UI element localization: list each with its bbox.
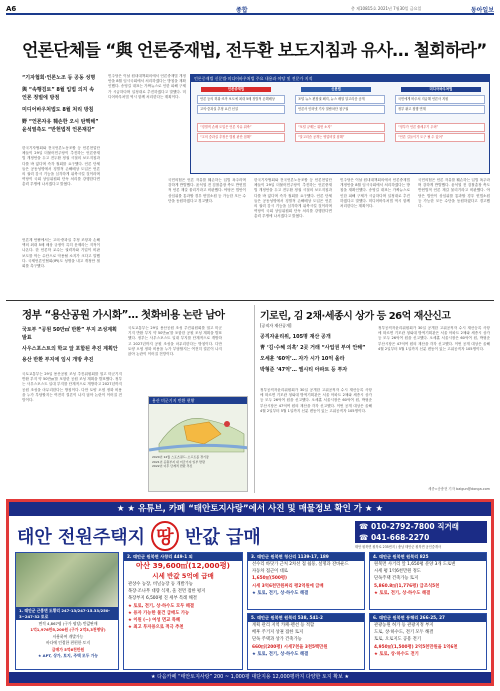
article3-body-col1: 정부공직자윤리위원회가 30일 공개한 고위공직자 수시 재산등록 사항에 따르면 기모란 청와대 방역기획관은 서울 아파트 2채와 세종시 상가 등 모두 26억여 원을 신고했다. 오세훈 서울시장은 60억여 원, 박형준 부산시장은 47억여 원의 재산을 각각 신고했다. 이번 공개 대상은 올해 4월 2일부터 5월 1일까지 신분 변동이 있는 고위공직자 105명이다.: [260, 388, 372, 413]
newspaper-logo: 동아일보: [470, 7, 494, 14]
listing-line: ★ 이원 (~) 여성 면교 특혜: [128, 618, 181, 624]
listing-card-1[interactable]: [15, 552, 119, 670]
listing-price-2: 시세 반값 5억에 급매: [152, 572, 214, 580]
section-name: 종합: [236, 7, 248, 14]
article3-headline: 기로린, 김 2채·세종시 상가 등 26억 재산신고: [260, 311, 451, 322]
phone-1[interactable]: ☎ 010-2792-7800 직거래: [359, 522, 459, 531]
listing-card-6[interactable]: [369, 613, 487, 670]
infobox-label: 언론중재법: [201, 87, 271, 92]
listing-line: 단독 주택과 상가 건축가능: [252, 637, 302, 643]
listing-line: ★ 토로, 전기, 상·하수도 해결: [252, 651, 309, 657]
subhead: 박형준 ‘47억’… 엘시티 아파트 등 투자: [260, 367, 348, 373]
listing-line: 4,950㎡(1,500평) 2억5천만원을 1억6천: [374, 644, 458, 650]
article1-body-col2: 민주당은 이날 원내대책회의에서 언론중재법 개정안을 8월 임시국회에서 처리하겠다는 방침을 재확인했다. 송영길 대표는 가짜뉴스로 인한 피해 구제가 시급하다며 일정대로 추진하겠다고 말했다. 미디어바우처법 역시 함께 처리한다는 계획이다.: [108, 74, 186, 99]
timeline-item: 2022년 이후 단계적 반환 추진: [152, 464, 193, 468]
listing-label: 3. 태안군 원북면 청산리 1139-17, 189: [248, 553, 364, 561]
section-divider: [6, 300, 494, 301]
listing-line: 도로, 상·하수도, 전기 모두 해결: [374, 630, 434, 636]
listing-footer: ★ APT, 상가, 토지, 주택 모두 가능: [37, 653, 99, 659]
ad-banner: [9, 502, 491, 516]
listing-card-3[interactable]: [247, 552, 365, 610]
timeline-item: 2021년 공원부지 내 미군기지 일부 반환: [152, 459, 205, 464]
listing-label: 6. 태안군 원북면 동해리 266-25, 27: [370, 614, 486, 622]
article1-body-col1b: 언론계 안팎에서는 고의·중과실 추정 조항과 손해액의 최대 5배 배상 규정이 특히 문제라는 지적이 나온다. 한 언론학 교수는 권력자와 기업이 비판 보도를 막는 수단으로 악용될 소지가 크다고 말했다. 국제언론인협회(IPI)도 성명을 내고 개정안 철회를 촉구했다.: [22, 238, 100, 269]
infobox-item: 국민에게 바우처 지급해 언론사 지원: [395, 95, 485, 104]
article2-body-col1: 국토교통부는 29일 용산공원 조성 추진위원회를 열고 미군기지 반환 부지 약 50만㎡를 포함한 공원 조성 계획을 발표했다. 정부는 사우스포스트 일대 부지를 단계적으로 개방하고 2027년까지 공원 조성을 마무리한다는 방침이다. 다만 토양 오염 정화 비용을 누가 부담할지는 여전히 결론이 나지 않아 논란이 이어질 전망이다.: [22, 372, 122, 403]
ad-phone-box: [355, 521, 487, 543]
map-title: 용산 미군기지 반환 현황: [149, 397, 247, 404]
ad-title-suffix: 반값 급매: [184, 527, 261, 548]
base-marker: [224, 421, 230, 427]
listing-card-4[interactable]: [369, 552, 487, 610]
listing-line: 1,650㎡(500평): [252, 576, 287, 582]
infobox-item: 포털 뉴스 편집권 폐지, 뉴스 배열 알고리즘 공개: [295, 95, 385, 104]
listing-line: ★ 토로, 전기, 상·하수도 해결: [374, 590, 431, 596]
ad-footer: ★ 다음카페 “태안토지사랑” 200 ~ 1,000평 대단지용 12,000평까지 다양한 토지 확보 ★: [9, 672, 491, 683]
listing-line: ★ 용자 가능한 물건 급매도 가능: [128, 610, 190, 616]
listing-line: 시세 평 1억6천만원 정도: [374, 569, 421, 575]
column-divider: [254, 305, 255, 493]
infobox-note: “징벌적 손배 도입은 언론 자유 위축”: [197, 123, 285, 132]
article1-body-col6: 국민의힘은 언론 자유를 훼손하는 입법 폭주라며 강하게 반발했다. 윤석열 전 검찰총장 측도 반헌법적 언론 재갈 물리기라고 비판했다. 야당은 법안이 상임위를 통과할 경우 헌법소원 등 가능한 모든 수단을 동원하겠다고 경고했다.: [418, 178, 490, 209]
listing-line: 면적 4,867평 (구가 평당) 반값판매: [38, 621, 98, 626]
subhead: 공직자윤리위, 105명 재산 공개: [260, 334, 331, 340]
ad-title: [17, 521, 261, 551]
listing-line: ★ 토로, 전기, 상·하수도 모두 해결: [128, 603, 195, 609]
listing-line: ★ 토로, 전기, 상·하수도 해결: [252, 590, 309, 596]
real-estate-ad: [6, 499, 494, 686]
listing-card-5[interactable]: [247, 613, 365, 670]
infobox-label: 신문법: [301, 87, 371, 92]
article1-body-col1: 한국기자협회와 전국언론노동조합 등 언론현업단체들이 29일 더불어민주당이 추진하는 언론중재법 개정안을 두고 전두환 정권 시절의 보도지침과 다를 바 없다며 즉각 철회를 요구했다. 언론 단체들은 공동성명에서 징벌적 손해배상 도입은 언론의 권력 감시 기능을 심각하게 위축시킬 것이라며 여당이 국회 상임위원회 단독 처리를 강행한다면 총력 투쟁에 나서겠다고 밝혔다.: [22, 146, 100, 187]
subhead: 靑 ‘김·수혜 의혹’ 2곳 거래 “사업권 부여 안해”: [260, 345, 366, 351]
infobox-item: 고의·중과실 추정 요건 신설: [197, 105, 285, 114]
article3-body-col2: 정부공직자윤리위원회가 30일 공개한 고위공직자 수시 재산등록 사항에 따르면 기모란 청와대 방역기획관은 서울 아파트 2채와 세종시 상가 등 모두 26억여 원을 신고했다. 오세훈 서울시장은 60억여 원, 박형준 부산시장은 47억여 원의 재산을 각각 신고했다. 이번 공개 대상은 올해 4월 2일부터 5월 1일까지 신분 변동이 있는 고위공직자 105명이다.: [378, 326, 490, 351]
listing-lines: [16, 621, 119, 659]
listing-line: 사용하여 개발가능: [52, 633, 84, 639]
article2-subheads: [22, 326, 122, 364]
subhead: 용산 반환 부지에 임시 개방 추진: [22, 357, 94, 363]
listing-line: 계획 관리 지역 카페·펜션 등 적합: [252, 623, 315, 628]
article3-byline: 세종=송충현 기자 balgun@donga.com: [428, 487, 490, 491]
article2-headline: 정부 “용산공원 가시화”… 첫화비용 논란 남아: [22, 309, 225, 321]
infobox-note: “알고리즘 공개는 영업비밀 침해”: [295, 133, 385, 142]
ad-title-mark: 땅: [151, 521, 178, 551]
listing-price: 아산 39,600㎡(12,000평): [136, 561, 230, 570]
map-timeline: [149, 454, 247, 470]
article1-body-col4: 한국기자협회와 전국언론노동조합 등 언론현업단체들이 29일 더불어민주당이 추진하는 언론중재법 개정안을 두고 전두환 정권 시절의 보도지침과 다를 바 없다며 즉각 철회를 요구했다. 언론 단체들은 공동성명에서 징벌적 손해배상 도입은 언론의 권력 감시 기능을 심각하게 위축시킬 것이라며 여당이 국회 상임위원회 단독 처리를 강행한다면 총력 투쟁에 나서겠다고 밝혔다.: [254, 178, 332, 219]
infobox-note: “포털 규제는 위헌 소지”: [295, 123, 385, 132]
map-spacer: [148, 396, 149, 397]
phone-2[interactable]: ☎ 041-668-2270: [359, 533, 430, 542]
subhead: “기자협회·언론노조 등 공동 성명: [22, 75, 96, 81]
listing-line: 목장·조나무 대량 식재, 울 전면 접한 평지: [128, 589, 206, 595]
listing-line: 선수리 바닷가 근처 2차선 접 쉽풍, 설명과 잔바운드: [252, 562, 349, 567]
infobox-note: “언론 길들이기 도구 될 수 있어”: [395, 133, 485, 142]
infobox-item: 언론사 인터넷 기사 열람차단 청구권: [295, 105, 385, 114]
listing-line: 토로, 오로지도 공용 전기: [374, 637, 421, 643]
page-header: [6, 4, 494, 15]
infobox-note: “정부가 언론 줄세우기 우려”: [395, 123, 485, 132]
infobox-note: “고의 중과실 추정은 법원 판단 침해”: [197, 133, 285, 142]
subhead: 미디어바우처법도 8월 처리 방침: [22, 107, 94, 113]
listing-photo: [16, 553, 119, 607]
subhead: 국토부 “공원 50만㎡ 반환” 부지 조성계획 발표: [22, 327, 117, 341]
subhead: 오세훈 ‘60억’… 자가 시가 10억 올라: [260, 356, 345, 362]
subhead: 사우스포스트의 학교 앞 포함된 추진 계획안: [22, 346, 118, 352]
listing-line: 관상수 농장, 비닐농장 등 개발가능: [128, 582, 193, 587]
listing-line: 바다에 인접한 편편한 토지: [46, 640, 90, 646]
infobox-item: 언론 등의 허위·조작 보도에 최대 5배 징벌적 손해배상: [197, 95, 285, 104]
listing-line: 목장부지 6,500평 진 세부 특례 해결: [128, 596, 197, 602]
article1-subheads: [22, 74, 100, 134]
listing-label: 4. 태안군 원북면 원북리 825: [370, 553, 486, 561]
article3-subheads: [260, 322, 380, 374]
listing-line: 급매가 5억6천만원: [51, 646, 85, 652]
infobox: [190, 74, 490, 174]
subhead: 野 “언론자유 훼손한 오시 탄핵해” 윤석열측도 “반헌법적 언론재갈”: [22, 119, 99, 133]
listing-label: 5. 태안군 원북면 원북리 538, 541-2: [248, 614, 364, 622]
listing-label: 1. 태안군 근흥면 도황리 247-13/247-15.33/250-3~247-32 토로: [16, 607, 119, 620]
article1-body-col3: 국민의힘은 언론 자유를 훼손하는 입법 폭주라며 강하게 반발했다. 윤석열 전 검찰총장 측도 반헌법적 언론 재갈 물리기라고 비판했다. 야당은 법안이 상임위를 통과할 경우 헌법소원 등 가능한 모든 수단을 동원하겠다고 경고했다.: [168, 178, 246, 203]
listing-line: 660㎡(200평) 시세7천을 3천5백만원: [252, 644, 328, 650]
listing-line: 관광농원 허가 등 관광지정 부지: [374, 623, 434, 628]
article1-body-col5: 민주당은 이날 원내대책회의에서 언론중재법 개정안을 8월 임시국회에서 처리하겠다는 방침을 재확인했다. 송영길 대표는 가짜뉴스로 인한 피해 구제가 시급하다며 일정대로 추진하겠다고 말했다. 미디어바우처법 역시 함께 처리한다는 계획이다.: [340, 178, 410, 209]
listing-line: 5,860.8㎡(1,776평) 급조식5천: [374, 583, 440, 589]
map-graphic: [149, 404, 248, 454]
listing-line: 자동차 접근이 대로: [252, 569, 288, 575]
infobox-label: 미디어바우처법: [401, 87, 481, 92]
infobox-title: 언론중재법 신문법·미디어바우처법 주요 내용과 야당 및 전문가 지적: [191, 75, 489, 82]
ad-title-text: 태안 전원주택지: [17, 527, 145, 548]
subhead: 與 “속행검토” 8월 입법 의지 속 언론 정벌에 방점: [22, 87, 95, 101]
subhead: [공직자 재산공개]: [260, 323, 292, 328]
listing-line: 배후 주거지 상권 접한 토지: [252, 630, 304, 636]
listing-line: ★ 토로, 상·하수도 전기: [374, 651, 419, 657]
listing-line: 1억1,976만5,200원 (구가 2억3,3천평당): [30, 627, 106, 633]
listing-line: 단독주택 건축가능 토지: [374, 576, 419, 582]
infobox-item: 정부 광고 집행 연계: [395, 105, 485, 114]
issue-date: 총 제10815호 2021년 7월30일 금요일: [351, 6, 422, 11]
listing-card-2[interactable]: [123, 552, 243, 670]
ad-banner-text: ★ ★ 유튜브, 카페 “태안토지사랑”에서 사진 및 매물정보 확인 가 ★ ★: [116, 504, 384, 514]
listing-line: 원북면 사거리 앞 1,650평 분양 3개 도로변: [374, 562, 456, 567]
listing-line: ★ 최고 투자용으로 적극 추천: [128, 625, 184, 631]
timeline-item: 2020년 12월 스포츠필드, 소프트볼 경기장: [152, 455, 209, 459]
ad-office: 태안 원북면 원북로 235번지 / 충남 태안군 원북면 공인중개사: [355, 545, 442, 549]
listing-line: 시세 3억6천만원짜리 평2억원에 급매: [252, 583, 324, 589]
yongsan-map: [148, 396, 248, 492]
page-number: A6: [6, 5, 17, 13]
listing-label: 2. 태안군 원북면 사창리 449-1 외: [124, 553, 242, 561]
main-headline: 언론단체들 “與 언론중재법, 전두환 보도지침과 유사… 철회하라”: [22, 41, 487, 61]
article2-body-col2: 국토교통부는 29일 용산공원 조성 추진위원회를 열고 미군기지 반환 부지 약 50만㎡를 포함한 공원 조성 계획을 발표했다. 정부는 사우스포스트 일대 부지를 단계적으로 개방하고 2027년까지 공원 조성을 마무리한다는 방침이다. 다만 토양 오염 정화 비용을 누가 부담할지는 여전히 결론이 나지 않아 논란이 이어질 전망이다.: [128, 326, 222, 357]
